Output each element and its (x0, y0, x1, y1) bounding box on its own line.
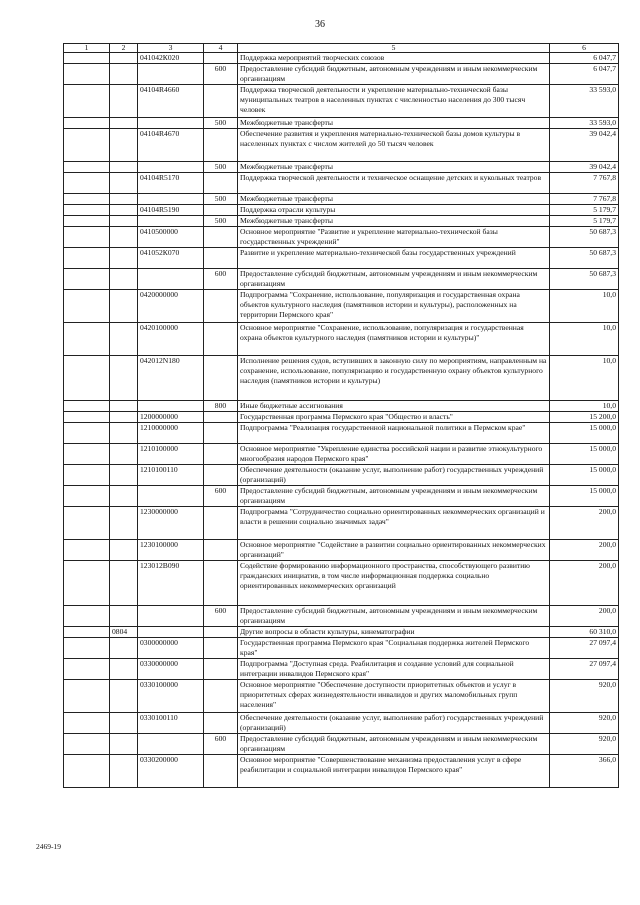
cell-section (64, 734, 110, 755)
table-row (64, 680, 619, 713)
cell-subsection (110, 53, 138, 64)
cell-target-article: 0330200000 (138, 755, 204, 788)
header-cell: 3 (138, 44, 204, 53)
cell-description: Поддержка творческой деятельности и техническое оснащение детских и кукольных театров (238, 173, 550, 194)
cell-section (64, 118, 110, 129)
cell-amount: 50 687,3 (550, 227, 619, 248)
cell-description: Предоставление субсидий бюджетным, автономным учреждениям и иным некоммерческим организациям (238, 486, 550, 507)
cell-subsection (110, 486, 138, 507)
cell-subsection (110, 659, 138, 680)
cell-target-article: 1230000000 (138, 507, 204, 540)
table-row (64, 465, 619, 486)
header-cell: 1 (64, 44, 110, 53)
cell-target-article (138, 216, 204, 227)
cell-section (64, 561, 110, 606)
cell-section (64, 444, 110, 465)
cell-subsection (110, 216, 138, 227)
cell-expense-type (204, 755, 238, 788)
cell-section (64, 356, 110, 401)
table-row (64, 755, 619, 788)
cell-expense-type: 500 (204, 194, 238, 205)
table-row (64, 53, 619, 64)
cell-description: Иные бюджетные ассигнования (238, 401, 550, 412)
cell-amount: 7 767,8 (550, 194, 619, 205)
cell-expense-type: 500 (204, 162, 238, 173)
page-number: 36 (315, 19, 325, 30)
cell-subsection (110, 323, 138, 356)
cell-expense-type: 500 (204, 118, 238, 129)
table-row (64, 540, 619, 561)
cell-amount: 27 097,4 (550, 659, 619, 680)
cell-section (64, 540, 110, 561)
cell-amount: 920,0 (550, 713, 619, 734)
cell-subsection (110, 423, 138, 444)
cell-amount: 50 687,3 (550, 269, 619, 290)
cell-section (64, 755, 110, 788)
cell-subsection (110, 412, 138, 423)
cell-target-article: 0300000000 (138, 638, 204, 659)
cell-target-article (138, 269, 204, 290)
cell-section (64, 412, 110, 423)
cell-expense-type: 600 (204, 64, 238, 85)
cell-description: Основное мероприятие "Содействие в развитии социально ориентированных некоммерческих организаций" (238, 540, 550, 561)
cell-section (64, 659, 110, 680)
cell-target-article: 041052К070 (138, 248, 204, 269)
table-row (64, 129, 619, 162)
cell-target-article: 1230100000 (138, 540, 204, 561)
cell-description: Основное мероприятие "Сохранение, использование, популяризация и государственная охрана объектов культурного наследия (памятников истории и культуры)" (238, 323, 550, 356)
cell-target-article: 04104R4670 (138, 129, 204, 162)
cell-subsection (110, 444, 138, 465)
cell-expense-type (204, 444, 238, 465)
cell-expense-type (204, 173, 238, 194)
cell-description: Предоставление субсидий бюджетным, автономным учреждениям и иным некоммерческим организациям (238, 606, 550, 627)
cell-target-article (138, 401, 204, 412)
table-row (64, 713, 619, 734)
cell-subsection (110, 606, 138, 627)
cell-expense-type: 600 (204, 269, 238, 290)
cell-subsection (110, 129, 138, 162)
cell-description: Обеспечение деятельности (оказание услуг, выполнение работ) государственных учреждений (организаций) (238, 465, 550, 486)
cell-subsection (110, 680, 138, 713)
cell-subsection (110, 401, 138, 412)
table-row (64, 423, 619, 444)
cell-description: Основное мероприятие "Укрепление единства российской нации и развитие этнокультурного многообразия народов Пермского края" (238, 444, 550, 465)
cell-subsection (110, 540, 138, 561)
cell-section (64, 162, 110, 173)
table-header-row (64, 44, 619, 53)
table-row (64, 356, 619, 401)
cell-amount: 920,0 (550, 734, 619, 755)
cell-expense-type (204, 53, 238, 64)
cell-amount: 15 000,0 (550, 486, 619, 507)
table-row (64, 412, 619, 423)
table-row (64, 227, 619, 248)
cell-description: Межбюджетные трансферты (238, 194, 550, 205)
cell-amount: 15 000,0 (550, 423, 619, 444)
cell-amount: 7 767,8 (550, 173, 619, 194)
cell-target-article: 1210100000 (138, 444, 204, 465)
cell-expense-type: 800 (204, 401, 238, 412)
cell-expense-type (204, 638, 238, 659)
cell-section (64, 194, 110, 205)
cell-description: Поддержка отрасли культуры (238, 205, 550, 216)
budget-table (63, 43, 619, 788)
cell-subsection (110, 465, 138, 486)
cell-section (64, 323, 110, 356)
cell-description: Предоставление субсидий бюджетным, автономным учреждениям и иным некоммерческим организациям (238, 269, 550, 290)
cell-target-article: 1210100110 (138, 465, 204, 486)
cell-description: Предоставление субсидий бюджетным, автономным учреждениям и иным некоммерческим организациям (238, 734, 550, 755)
cell-subsection (110, 734, 138, 755)
cell-expense-type (204, 205, 238, 216)
cell-description: Государственная программа Пермского края "Общество и власть" (238, 412, 550, 423)
cell-amount: 920,0 (550, 680, 619, 713)
table-row (64, 162, 619, 173)
cell-section (64, 205, 110, 216)
cell-target-article: 04104R4660 (138, 85, 204, 118)
cell-subsection (110, 194, 138, 205)
table-row (64, 606, 619, 627)
cell-subsection (110, 713, 138, 734)
cell-subsection (110, 507, 138, 540)
cell-expense-type (204, 627, 238, 638)
cell-section (64, 401, 110, 412)
cell-target-article: 0330100000 (138, 680, 204, 713)
cell-description: Государственная программа Пермского края "Социальная поддержка жителей Пермского края" (238, 638, 550, 659)
table-row (64, 627, 619, 638)
cell-amount: 5 179,7 (550, 216, 619, 227)
cell-target-article: 1210000000 (138, 423, 204, 444)
cell-section (64, 713, 110, 734)
cell-section (64, 129, 110, 162)
cell-description: Поддержка творческой деятельности и укрепление материально-технической базы муниципальных театров в населенных пунктах с численностью населения до 300 тысяч человек (238, 85, 550, 118)
cell-amount: 10,0 (550, 323, 619, 356)
cell-section (64, 465, 110, 486)
cell-subsection (110, 227, 138, 248)
cell-subsection (110, 755, 138, 788)
cell-section (64, 85, 110, 118)
cell-section (64, 227, 110, 248)
cell-section (64, 290, 110, 323)
cell-description: Предоставление субсидий бюджетным, автономным учреждениям и иным некоммерческим организациям (238, 64, 550, 85)
cell-subsection (110, 248, 138, 269)
cell-expense-type: 600 (204, 734, 238, 755)
cell-amount: 200,0 (550, 540, 619, 561)
cell-expense-type (204, 85, 238, 118)
cell-target-article: 04104R5170 (138, 173, 204, 194)
cell-subsection (110, 118, 138, 129)
table-row (64, 269, 619, 290)
cell-description: Подпрограмма "Доступная среда. Реабилитация и создание условий для социальной интеграции инвалидов Пермского края" (238, 659, 550, 680)
header-cell: 4 (204, 44, 238, 53)
cell-description: Обеспечение развития и укрепления материально-технической базы домов культуры в населенных пунктах с числом жителей до 50 тысяч человек (238, 129, 550, 162)
cell-subsection (110, 269, 138, 290)
cell-section (64, 173, 110, 194)
cell-subsection (110, 64, 138, 85)
table-row (64, 205, 619, 216)
cell-section (64, 248, 110, 269)
cell-description: Исполнение решения судов, вступивших в законную силу по мероприятиям, направленным на сохранение, использование, популяризацию и государственную охрану объектов культурного наследия (памятников истории и культуры) (238, 356, 550, 401)
cell-expense-type: 500 (204, 216, 238, 227)
cell-description: Межбюджетные трансферты (238, 118, 550, 129)
cell-amount: 5 179,7 (550, 205, 619, 216)
cell-expense-type (204, 540, 238, 561)
cell-amount: 10,0 (550, 290, 619, 323)
cell-section (64, 423, 110, 444)
cell-target-article: 0330100110 (138, 713, 204, 734)
cell-amount: 39 042,4 (550, 129, 619, 162)
cell-expense-type (204, 680, 238, 713)
cell-amount: 33 593,0 (550, 118, 619, 129)
header-cell: 2 (110, 44, 138, 53)
cell-target-article (138, 162, 204, 173)
cell-subsection (110, 290, 138, 323)
cell-description: Основное мероприятие "Развитие и укрепление материально-технической базы государственных учреждений" (238, 227, 550, 248)
cell-amount: 200,0 (550, 606, 619, 627)
table-row (64, 290, 619, 323)
cell-description: Основное мероприятие "Совершенствование механизма предоставления услуг в сфере реабилитации и социальной интеграции инвалидов Пермского края" (238, 755, 550, 788)
cell-expense-type (204, 423, 238, 444)
cell-description: Другие вопросы в области культуры, кинематографии (238, 627, 550, 638)
header-cell: 5 (238, 44, 550, 53)
cell-target-article: 0330000000 (138, 659, 204, 680)
cell-expense-type (204, 248, 238, 269)
table-row (64, 561, 619, 606)
cell-target-article: 0420000000 (138, 290, 204, 323)
table-row (64, 216, 619, 227)
cell-section (64, 269, 110, 290)
cell-expense-type: 600 (204, 486, 238, 507)
cell-target-article: 041042К020 (138, 53, 204, 64)
table-row (64, 507, 619, 540)
cell-expense-type: 600 (204, 606, 238, 627)
cell-amount: 200,0 (550, 507, 619, 540)
cell-amount: 6 047,7 (550, 64, 619, 85)
cell-amount: 10,0 (550, 356, 619, 401)
cell-amount: 27 097,4 (550, 638, 619, 659)
cell-description: Основное мероприятие "Обеспечение доступности приоритетных объектов и услуг в приоритетных сферах жизнедеятельности инвалидов и других маломобильных групп населения" (238, 680, 550, 713)
cell-description: Содействие формированию информационного пространства, способствующего развитию гражданских инициатив, в том числе информационная поддержка социально ориентированных некоммерческих организаций (238, 561, 550, 606)
cell-amount: 15 000,0 (550, 465, 619, 486)
cell-target-article: 123012В090 (138, 561, 204, 606)
cell-amount: 15 200,0 (550, 412, 619, 423)
header-cell: 6 (550, 44, 619, 53)
cell-subsection (110, 356, 138, 401)
table-row (64, 248, 619, 269)
cell-target-article (138, 606, 204, 627)
cell-subsection (110, 162, 138, 173)
cell-description: Подпрограмма "Реализация государственной национальной политики в Пермском крае" (238, 423, 550, 444)
cell-subsection (110, 561, 138, 606)
cell-subsection: 0804 (110, 627, 138, 638)
cell-expense-type (204, 412, 238, 423)
cell-expense-type (204, 561, 238, 606)
cell-target-article: 042012N180 (138, 356, 204, 401)
cell-amount: 15 000,0 (550, 444, 619, 465)
cell-target-article: 1200000000 (138, 412, 204, 423)
cell-description: Обеспечение деятельности (оказание услуг, выполнение работ) государственных учреждений (организаций) (238, 713, 550, 734)
cell-description: Межбюджетные трансферты (238, 216, 550, 227)
table-row (64, 118, 619, 129)
table-row (64, 323, 619, 356)
cell-section (64, 627, 110, 638)
table-row (64, 85, 619, 118)
cell-amount: 10,0 (550, 401, 619, 412)
cell-target-article (138, 486, 204, 507)
cell-expense-type (204, 290, 238, 323)
cell-description: Межбюджетные трансферты (238, 162, 550, 173)
cell-section (64, 64, 110, 85)
cell-description: Поддержка мероприятий творческих союзов (238, 53, 550, 64)
cell-expense-type (204, 227, 238, 248)
cell-subsection (110, 173, 138, 194)
cell-description: Подпрограмма "Сотрудничество социально ориентированных некоммерческих организаций и власти в решении социально значимых задач" (238, 507, 550, 540)
cell-subsection (110, 638, 138, 659)
cell-expense-type (204, 659, 238, 680)
cell-description: Подпрограмма "Сохранение, использование, популяризация и государственная охрана объектов культурного наследия (памятников истории и культуры), расположенных на территории Пермского края" (238, 290, 550, 323)
cell-expense-type (204, 323, 238, 356)
cell-target-article (138, 64, 204, 85)
cell-amount: 6 047,7 (550, 53, 619, 64)
cell-amount: 50 687,3 (550, 248, 619, 269)
footer-code: 2469-19 (36, 842, 61, 851)
cell-target-article (138, 734, 204, 755)
cell-section (64, 216, 110, 227)
table-row (64, 638, 619, 659)
cell-expense-type (204, 129, 238, 162)
cell-expense-type (204, 507, 238, 540)
cell-expense-type (204, 465, 238, 486)
table-row (64, 64, 619, 85)
cell-expense-type (204, 356, 238, 401)
table-row (64, 486, 619, 507)
cell-target-article (138, 627, 204, 638)
cell-expense-type (204, 713, 238, 734)
cell-description: Развитие и укрепление материально-технической базы государственных учреждений (238, 248, 550, 269)
cell-target-article: 04104R5190 (138, 205, 204, 216)
cell-section (64, 53, 110, 64)
cell-amount: 39 042,4 (550, 162, 619, 173)
cell-section (64, 638, 110, 659)
cell-section (64, 606, 110, 627)
cell-target-article (138, 194, 204, 205)
table-row (64, 173, 619, 194)
cell-section (64, 507, 110, 540)
table-row (64, 734, 619, 755)
cell-section (64, 680, 110, 713)
table-row (64, 194, 619, 205)
cell-target-article (138, 118, 204, 129)
table-row (64, 401, 619, 412)
cell-section (64, 486, 110, 507)
cell-subsection (110, 85, 138, 118)
cell-amount: 200,0 (550, 561, 619, 606)
table-row (64, 444, 619, 465)
cell-amount: 366,0 (550, 755, 619, 788)
cell-target-article: 0410500000 (138, 227, 204, 248)
table-row (64, 659, 619, 680)
cell-amount: 60 310,0 (550, 627, 619, 638)
cell-amount: 33 593,0 (550, 85, 619, 118)
cell-target-article: 0420100000 (138, 323, 204, 356)
cell-subsection (110, 205, 138, 216)
